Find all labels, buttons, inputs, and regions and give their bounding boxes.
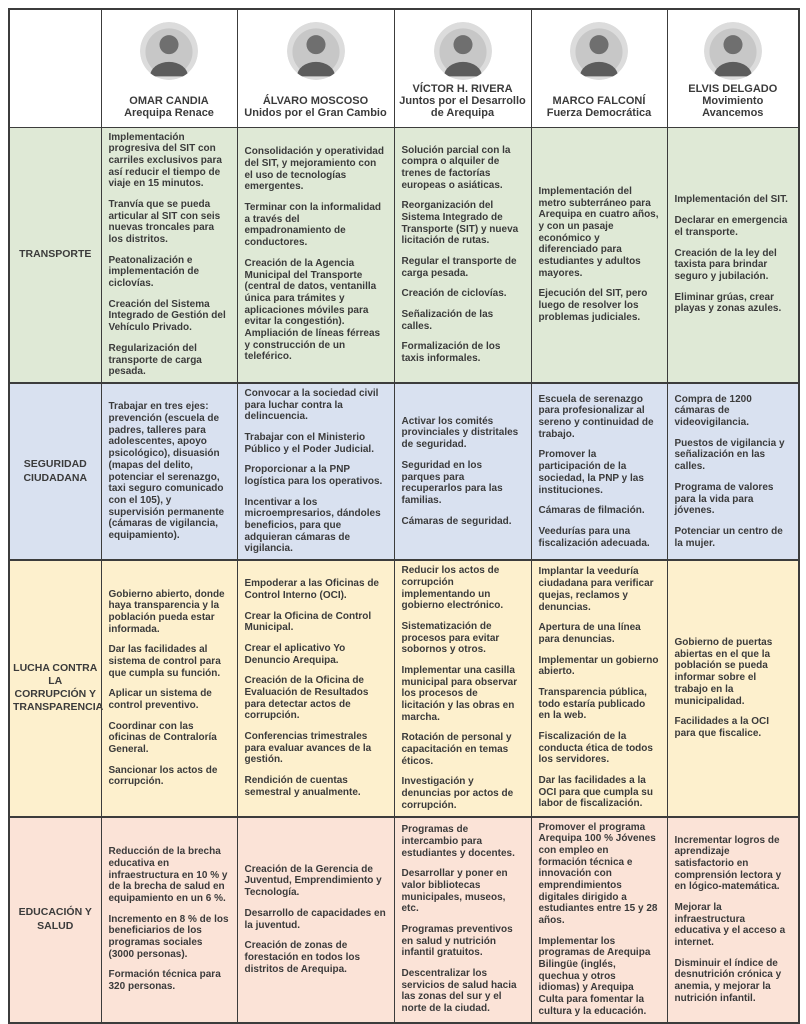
candidate-header	[667, 9, 799, 127]
proposal-item: Facilidades a la OCI para que fiscalice.	[674, 716, 769, 739]
proposal-item: Gobierno de puertas abiertas en el que la población se pueda informar sobre el trabajo en la municipalidad.	[674, 637, 773, 707]
candidate-party: Movimiento Avancemos	[702, 94, 764, 120]
proposal-item: Disminuir el índice de desnutrición crónica y anemia, y mejorar la nutrición infantil.	[674, 957, 782, 1004]
candidate-header	[394, 9, 531, 127]
proposal-cell	[667, 817, 799, 1023]
proposal-cell	[394, 817, 531, 1023]
proposal-cell	[667, 560, 799, 816]
proposal-item: Incrementar logros de aprendizaje satisfactorio en comprensión lectora y en lógico-matemática.	[674, 834, 782, 893]
proposal-cell	[101, 383, 237, 560]
proposal-item: Ejecución del SIT, pero luego de resolver los problemas judiciales.	[538, 288, 648, 323]
proposal-item: Sancionar los actos de corrupción.	[108, 764, 218, 788]
proposal-item: Proporcionar a la PNP logística para los operativos.	[244, 464, 383, 487]
proposal-cell	[531, 560, 667, 816]
proposal-item: Compra de 1200 cámaras de videovigilancia.	[674, 393, 752, 429]
proposal-item: Implementación progresiva del SIT con carriles exclusivos para así reducir el tiempo de viaje en 15 minutos.	[108, 131, 222, 190]
proposal-item: Aplicar un sistema de control preventivo.	[108, 688, 212, 711]
candidate-name: ÁLVARO MOSCOSO	[262, 94, 369, 107]
proposal-cell	[667, 127, 799, 383]
proposal-item: Tranvía que se pueda articular al SIT con seis nuevas troncales para los distritos.	[108, 198, 221, 245]
proposal-item: Solución parcial con la compra o alquiler de trenes de factorías europeas o asiáticas.	[401, 144, 511, 191]
proposal-item: Implantar la veeduría ciudadana para verificar quejas, reclamos y denuncias.	[538, 566, 654, 613]
proposal-item: Dar las facilidades al sistema de control para que cumpla su función.	[108, 644, 221, 679]
proposal-item: Investigación y denuncias por actos de corrupción.	[401, 776, 514, 811]
proposal-cell	[237, 127, 394, 383]
proposal-item: Trabajar en tres ejes: prevención (escuela de padres, talleres para adolescentes, apoyo psicológico), disuasión (mapas del delito, potenciar el serenazgo, taxi seguro comunicado con el 105), y supervisión permanente (cámaras de vigilancia, equipamiento).	[108, 401, 225, 541]
proposal-item: Declarar en emergencia el transporte.	[674, 215, 788, 238]
category-cell: EDUCACIÓN Y SALUD	[9, 817, 101, 1023]
proposal-item: Sistematización de procesos para evitar sobornos y otros.	[401, 620, 500, 656]
proposal-item: Programa de valores para la vida para jóvenes.	[674, 481, 774, 517]
proposal-item: Trabajar con el Ministerio Público y el Poder Judicial.	[244, 431, 374, 455]
proposal-item: Consolidación y operatividad del SIT, y mejoramiento con el uso de tecnologías emergentes.	[244, 146, 384, 193]
proposal-item: Apertura de una línea para denuncias.	[538, 622, 641, 645]
proposal-item: Activar los comités provinciales y distritales de seguridad.	[401, 415, 519, 451]
proposal-item: Reducir los actos de corrupción implementando un gobierno electrónico.	[401, 565, 504, 612]
proposal-item: Peatonalización e implementación de ciclovías.	[108, 254, 200, 290]
category-cell: SEGURIDAD CIUDADANA	[9, 383, 101, 560]
proposal-item: Reorganización del Sistema Integrado de Transporte (SIT) y nueva licitación de rutas.	[401, 200, 519, 247]
candidate-party: Arequipa Renace	[124, 107, 214, 120]
candidate-party: Fuerza Democrática	[546, 107, 652, 120]
candidate-name: VÍCTOR H. RIVERA	[412, 82, 513, 95]
candidate-party: Juntos por el Desarrollo de Arequipa	[399, 94, 526, 120]
proposal-item: Creación del Sistema Integrado de Gestión del Vehículo Privado.	[108, 298, 226, 334]
proposal-item: Fiscalización de la conducta ética de todos los servidores.	[538, 731, 653, 766]
candidate-photo	[704, 22, 762, 80]
proposal-item: Implementar un gobierno abierto.	[538, 654, 659, 678]
proposal-cell	[101, 127, 237, 383]
category-row	[9, 127, 799, 383]
candidate-party: Unidos por el Gran Cambio	[244, 107, 387, 120]
candidate-header	[101, 9, 237, 127]
candidate-header	[531, 9, 667, 127]
proposal-cell	[394, 127, 531, 383]
proposal-cell	[531, 383, 667, 560]
candidate-photo	[287, 22, 345, 80]
proposal-item: Reducción de la brecha educativa en infraestructura en 10 % y de la brecha de salud en equipamiento en un 6 %.	[108, 846, 228, 904]
proposal-item: Coordinar con las oficinas de Contraloría General.	[108, 720, 217, 756]
candidate-header	[237, 9, 394, 127]
proposal-item: Regularización del transporte de carga pesada.	[108, 342, 202, 378]
proposal-item: Señalización de las calles.	[401, 309, 494, 332]
proposal-item: Regular el transporte de carga pesada.	[401, 256, 517, 279]
category-row	[9, 383, 799, 560]
proposal-item: Gobierno abierto, donde haya transparencia y la población pueda estar informada.	[108, 588, 225, 635]
proposal-item: Programas de intercambio para estudiantes y docentes.	[401, 824, 515, 859]
proposal-item: Puestos de vigilancia y señalización en las calles.	[674, 437, 785, 473]
proposal-item: Crear el aplicativo Yo Denuncio Arequipa.	[244, 642, 346, 666]
proposal-cell	[101, 817, 237, 1023]
proposal-item: Descentralizar los servicios de salud hacia las zonas del sur y el norte de la ciudad.	[401, 968, 517, 1015]
proposal-item: Creación de la Gerencia de Juventud, Emprendimiento y Tecnología.	[244, 863, 382, 899]
proposal-cell	[101, 560, 237, 816]
proposal-item: Creación de la Oficina de Evaluación de Resultados para detectar actos de corrupción.	[244, 675, 369, 722]
proposal-item: Creación de la ley del taxista para brindar seguro y jubilación.	[674, 247, 777, 282]
proposal-item: Terminar con la informalidad a través del empadronamiento de conductores.	[244, 202, 382, 249]
proposal-item: Programas preventivos en salud y nutrición infantil gratuitos.	[401, 924, 513, 959]
proposal-cell	[531, 817, 667, 1023]
candidates-comparison-table	[8, 8, 800, 1024]
proposal-item: Dar las facilidades a la OCI para que cumpla su labor de fiscalización.	[538, 775, 653, 810]
proposal-item: Eliminar grúas, crear playas y zonas azules.	[674, 291, 782, 315]
proposal-item: Seguridad en los parques para recuperarlos para las familias.	[401, 459, 503, 506]
proposal-item: Formalización de los taxis informales.	[401, 341, 501, 365]
proposal-item: Implementar los programas de Arequipa Bilingüe (inglés, quechua y otros idiomas) y Arequipa Culta para fomentar la cultura y la educación.	[538, 935, 651, 1017]
proposal-item: Empoderar a las Oficinas de Control Interno (OCI).	[244, 578, 379, 601]
proposal-item: Desarrollo de capacidades en la juventud.	[244, 907, 386, 931]
proposal-cell	[237, 383, 394, 560]
candidate-photo	[434, 22, 492, 80]
proposal-item: Implementar una casilla municipal para observar los procesos de licitación y las obras en marcha.	[401, 664, 518, 723]
proposal-item: Implementación del SIT.	[674, 194, 788, 206]
category-row	[9, 560, 799, 816]
proposal-item: Crear la Oficina de Control Municipal.	[244, 610, 372, 634]
proposal-cell	[237, 560, 394, 816]
proposal-item: Creación de zonas de forestación en todos los distritos de Arequipa.	[244, 940, 361, 975]
proposal-cell	[394, 383, 531, 560]
proposal-item: Creación de ciclovías.	[401, 288, 507, 300]
proposal-cell	[394, 560, 531, 816]
proposal-item: Escuela de serenazgo para profesionalizar al sereno y continuidad de trabajo.	[538, 393, 654, 440]
proposal-item: Cámaras de filmación.	[538, 505, 645, 517]
candidate-photo	[140, 22, 198, 80]
candidates-header-row	[9, 9, 799, 127]
proposal-cell	[237, 817, 394, 1023]
proposal-item: Implementación del metro subterráneo para Arequipa en cuatro años, y con un pasaje económico y diferenciado para estudiantes y adultos mayores.	[538, 185, 659, 279]
proposal-item: Incremento en 8 % de los beneficiarios de los programas sociales (3000 personas).	[108, 913, 229, 960]
proposal-item: Incentivar a los microempresarios, dándoles beneficios, para que adquieran cámaras de vigilancia.	[244, 496, 381, 555]
proposal-cell	[531, 127, 667, 383]
proposal-cell	[667, 383, 799, 560]
proposal-item: Rendición de cuentas semestral y anualmente.	[244, 775, 361, 798]
candidate-name: ELVIS DELGADO	[688, 82, 778, 95]
proposal-item: Convocar a la sociedad civil para luchar contra la delincuencia.	[244, 387, 379, 423]
proposal-item: Cámaras de seguridad.	[401, 515, 512, 527]
proposal-item: Transparencia pública, todo estaría publicado en la web.	[538, 686, 647, 722]
candidate-name: MARCO FALCONÍ	[552, 94, 646, 107]
proposal-item: Rotación de personal y capacitación en temas éticos.	[401, 732, 512, 767]
proposal-item: Desarrollar y poner en valor bibliotecas municipales, museos, etc.	[401, 868, 508, 915]
proposal-item: Veedurías para una fiscalización adecuada.	[538, 525, 650, 549]
category-cell: LUCHA CONTRA LA CORRUPCIÓN Y TRANSPARENCIA	[9, 560, 101, 816]
proposal-item: Promover el programa Arequipa 100 % Jóvenes con empleo en formación técnica e innovación con emprendimientos digitales dirigido a estudiantes entre 15 y 28 años.	[538, 821, 658, 926]
proposal-item: Potenciar un centro de la mujer.	[674, 525, 783, 549]
candidate-name: OMAR CANDIA	[129, 94, 209, 107]
candidate-photo	[570, 22, 628, 80]
proposal-item: Formación técnica para 320 personas.	[108, 969, 221, 993]
proposal-item: Conferencias trimestrales para evaluar avances de la gestión.	[244, 731, 372, 766]
corner-cell	[9, 9, 101, 127]
proposal-item: Creación de la Agencia Municipal del Transporte (central de datos, ventanilla única para trámites y aplicaciones móviles para evitar la congestión). Ampliación de líneas férreas y construcción de un teleférico.	[244, 257, 381, 363]
category-row	[9, 817, 799, 1023]
proposal-item: Promover la participación de la sociedad, la PNP y las instituciones.	[538, 449, 644, 496]
proposal-item: Mejorar la infraestructura educativa y el acceso a internet.	[674, 901, 786, 949]
category-cell: TRANSPORTE	[9, 127, 101, 383]
